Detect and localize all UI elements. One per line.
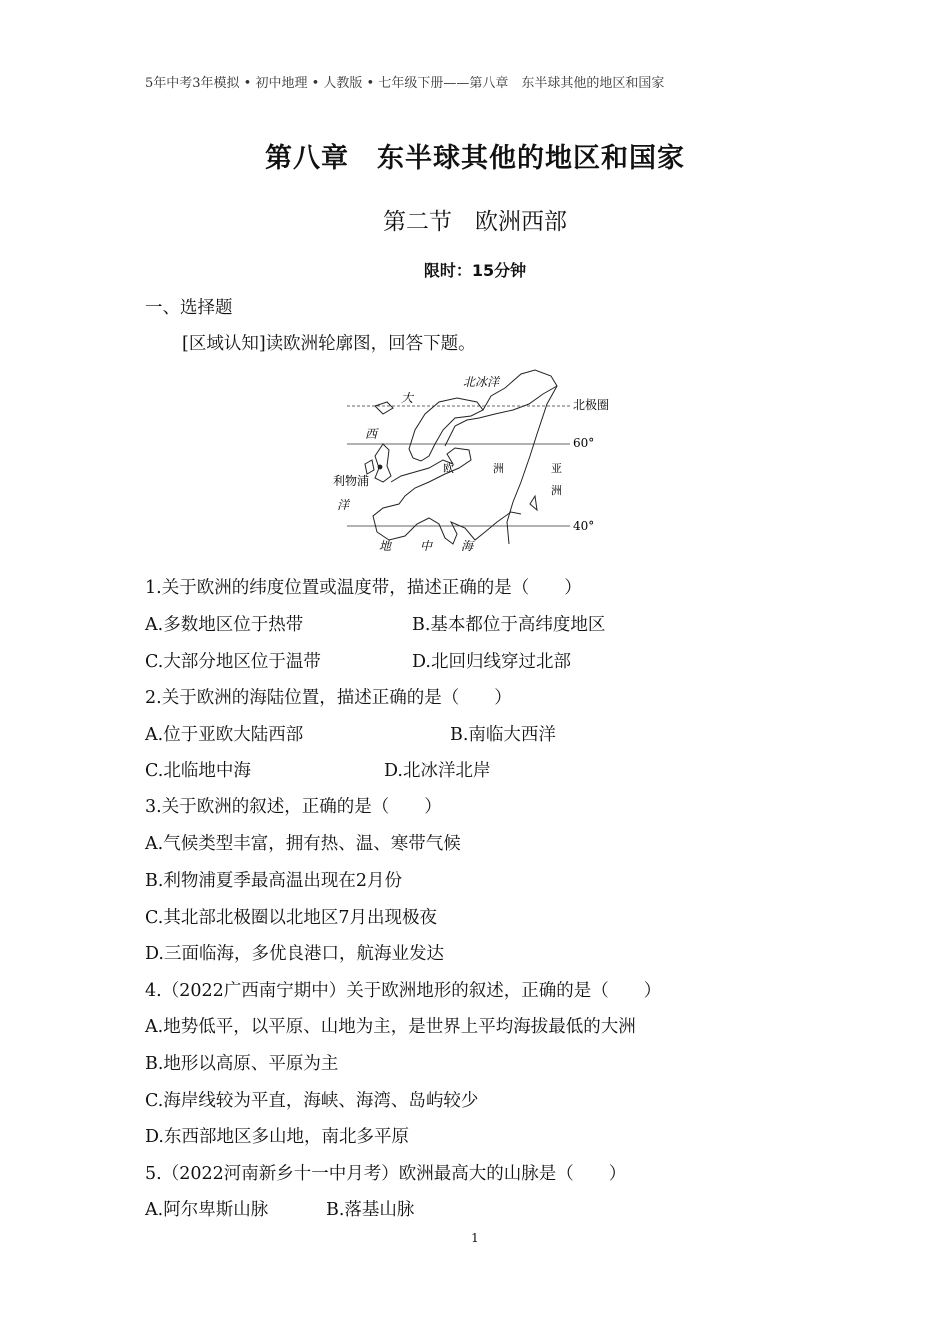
europe-ou-label: 欧 bbox=[443, 462, 454, 475]
med-zhong-label: 中 bbox=[420, 539, 433, 553]
question-3-option-c: C.其北部北极圈以北地区7月出现极夜 bbox=[145, 908, 437, 928]
arctic-circle-label: 北极圈 bbox=[573, 398, 610, 412]
iceland-outline bbox=[375, 402, 393, 414]
med-hai-label: 海 bbox=[461, 539, 474, 553]
chapter-title: 第八章 东半球其他的地区和国家 bbox=[265, 143, 685, 174]
section-title: 第二节 欧洲西部 bbox=[383, 209, 567, 235]
question-3-stem: 3.关于欧洲的叙述，正确的是（ ） bbox=[145, 797, 442, 817]
lat60-label: 60° bbox=[573, 436, 595, 450]
question-4-option-b: B.地形以高原、平原为主 bbox=[145, 1054, 339, 1074]
question-4-option-d: D.东西部地区多山地，南北多平原 bbox=[145, 1127, 409, 1147]
atlantic-xi-label: 西 bbox=[365, 427, 378, 441]
lat40-label: 40° bbox=[573, 519, 595, 533]
question-4-option-c: C.海岸线较为平直，海峡、海湾、岛屿较少 bbox=[145, 1091, 479, 1111]
question-3-option-b: B.利物浦夏季最高温出现在2月份 bbox=[145, 871, 403, 891]
north-coast-outline bbox=[445, 370, 557, 446]
atlantic-da-label: 大 bbox=[401, 391, 414, 405]
question-4-option-a: A.地势低平，以平原、山地为主，是世界上平均海拔最低的大洲 bbox=[145, 1017, 636, 1037]
question-2-option-d: D.北冰洋北岸 bbox=[384, 761, 491, 781]
question-2-option-a: A.位于亚欧大陆西部 bbox=[145, 725, 304, 745]
running-header: 5年中考3年模拟 • 初中地理 • 人教版 • 七年级下册——第八章 东半球其他的地区和国家 bbox=[145, 76, 665, 91]
ireland-outline bbox=[365, 460, 374, 474]
liverpool-marker bbox=[378, 465, 383, 470]
question-4-stem: 4.（2022广西南宁期中）关于欧洲地形的叙述，正确的是（ ） bbox=[145, 981, 662, 1001]
question-1-stem: 1.关于欧洲的纬度位置或温度带，描述正确的是（ ） bbox=[145, 578, 582, 598]
europe-outline-map bbox=[325, 364, 630, 559]
question-3-option-d: D.三面临海，多优良港口，航海业发达 bbox=[145, 944, 444, 964]
page-number: 1 bbox=[471, 1231, 479, 1245]
sea-mark bbox=[530, 496, 537, 510]
intro-text: [区域认知]读欧洲轮廓图，回答下题。 bbox=[182, 334, 476, 354]
question-1-option-c: C.大部分地区位于温带 bbox=[145, 652, 321, 672]
question-5-stem: 5.（2022河南新乡十一中月考）欧洲最高大的山脉是（ ） bbox=[145, 1164, 627, 1184]
arctic-ocean-label: 北冰洋 bbox=[463, 375, 500, 389]
question-5-option-a: A.阿尔卑斯山脉 bbox=[145, 1200, 269, 1220]
europe-zhou-label: 洲 bbox=[493, 462, 504, 475]
question-2-option-c: C.北临地中海 bbox=[145, 761, 251, 781]
question-1-option-a: A.多数地区位于热带 bbox=[145, 615, 304, 635]
question-2-option-b: B.南临大西洋 bbox=[450, 725, 556, 745]
part-heading: 一、选择题 bbox=[145, 298, 233, 318]
scandinavia-outline bbox=[409, 398, 483, 461]
med-di-label: 地 bbox=[379, 539, 392, 553]
great-britain-outline bbox=[375, 444, 391, 482]
asia-zhou-label: 洲 bbox=[551, 484, 562, 497]
question-1-option-b: B.基本都位于高纬度地区 bbox=[412, 615, 606, 635]
question-5-option-b: B.落基山脉 bbox=[326, 1200, 415, 1220]
liverpool-label: 利物浦 bbox=[333, 474, 370, 488]
question-2-stem: 2.关于欧洲的海陆位置，描述正确的是（ ） bbox=[145, 688, 512, 708]
atlantic-yang-label: 洋 bbox=[337, 498, 350, 512]
time-limit: 限时：15分钟 bbox=[423, 261, 527, 280]
asia-ya-label: 亚 bbox=[551, 462, 562, 475]
question-1-option-d: D.北回归线穿过北部 bbox=[412, 652, 571, 672]
question-3-option-a: A.气候类型丰富，拥有热、温、寒带气候 bbox=[145, 834, 461, 854]
